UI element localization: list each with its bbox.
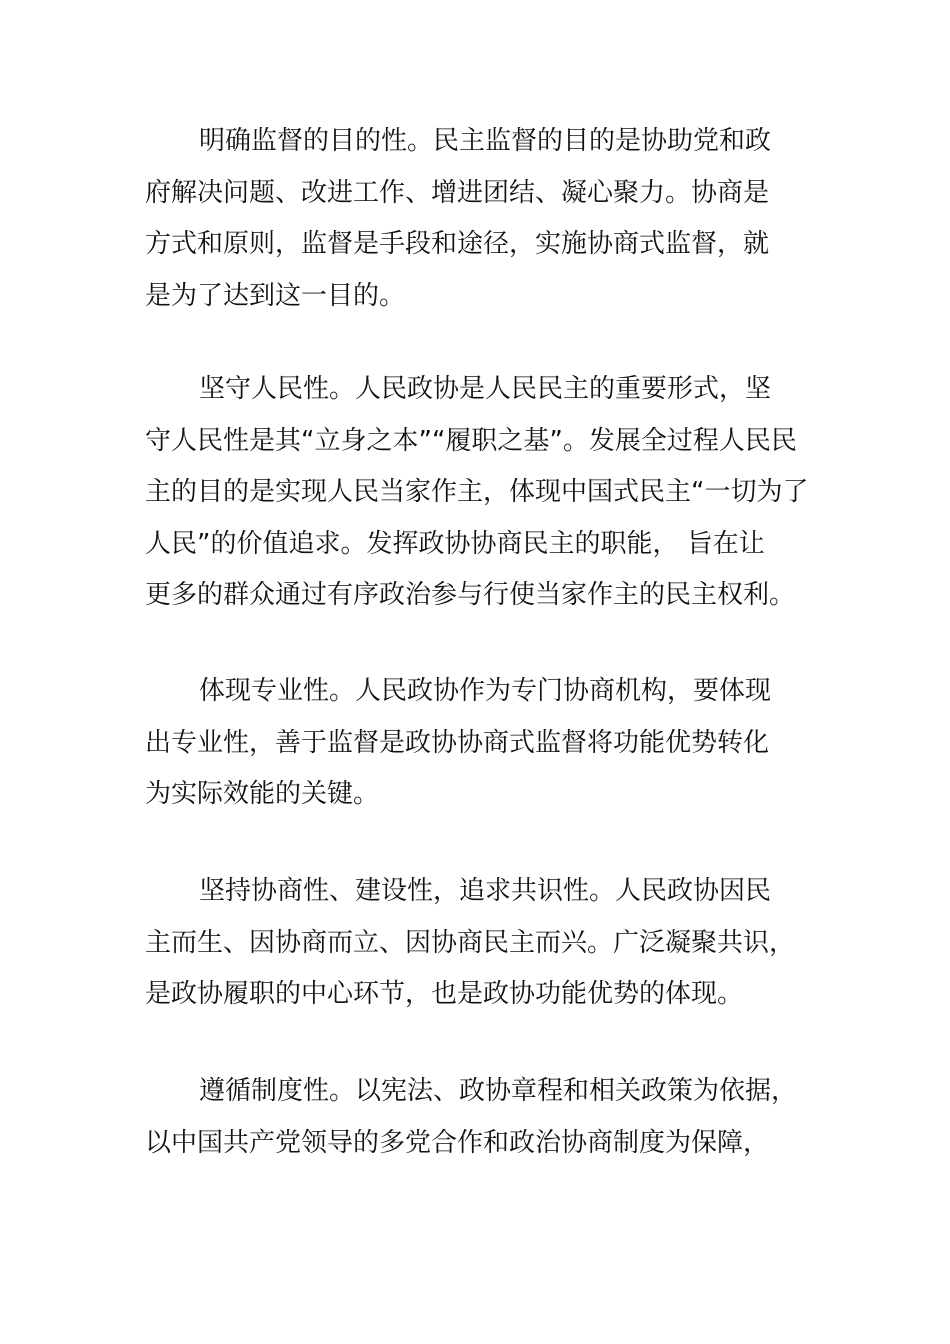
text-line: 守人民性是其“立身之本”“履职之基”。发展全过程人民民 <box>145 425 797 456</box>
text-line: 更多的群众通过有序政治参与行使当家作主的民主权利。 <box>145 580 796 610</box>
text-line: 坚持协商性、建设性，追求共识性。人民政协因民 <box>199 876 772 906</box>
text-line: 人民”的价值追求。发挥政协协商民主的职能， 旨在让 <box>145 528 765 559</box>
text-line: 明确监督的目的性。民主监督的目的是协助党和政 <box>199 126 772 156</box>
text-line: 体现专业性。人民政协作为专门协商机构，要体现 <box>199 676 772 706</box>
text-line: 府解决问题、改进工作、增进团结、凝心聚力。协商是 <box>145 177 770 208</box>
paragraph-purpose <box>145 116 815 322</box>
text-line: 方式和原则，监督是手段和途径，实施协商式监督，就 <box>145 229 770 259</box>
paragraph-consultative <box>145 866 815 1021</box>
text-line: 出专业性，善于监督是政协协商式监督将功能优势转化 <box>145 727 770 758</box>
text-line: 遵循制度性。以宪法、政协章程和相关政策为依据， <box>199 1076 798 1106</box>
paragraph-institutional <box>145 1066 815 1169</box>
paragraph-people <box>145 364 815 622</box>
text-line: 是为了达到这一目的。 <box>145 280 406 311</box>
text-line: 为实际效能的关键。 <box>145 779 380 809</box>
text-line: 主的目的是实现人民当家作主，体现中国式民主“一切为了 <box>145 477 809 507</box>
paragraph-professional <box>145 666 815 821</box>
text-line: 以中国共产党领导的多党合作和政治协商制度为保障， <box>145 1127 770 1158</box>
text-line: 是政协履职的中心环节，也是政协功能优势的体现。 <box>145 979 744 1009</box>
text-line: 主而生、因协商而立、因协商民主而兴。广泛凝聚共识， <box>145 927 796 958</box>
text-line: 坚守人民性。人民政协是人民民主的重要形式，坚 <box>199 374 772 404</box>
